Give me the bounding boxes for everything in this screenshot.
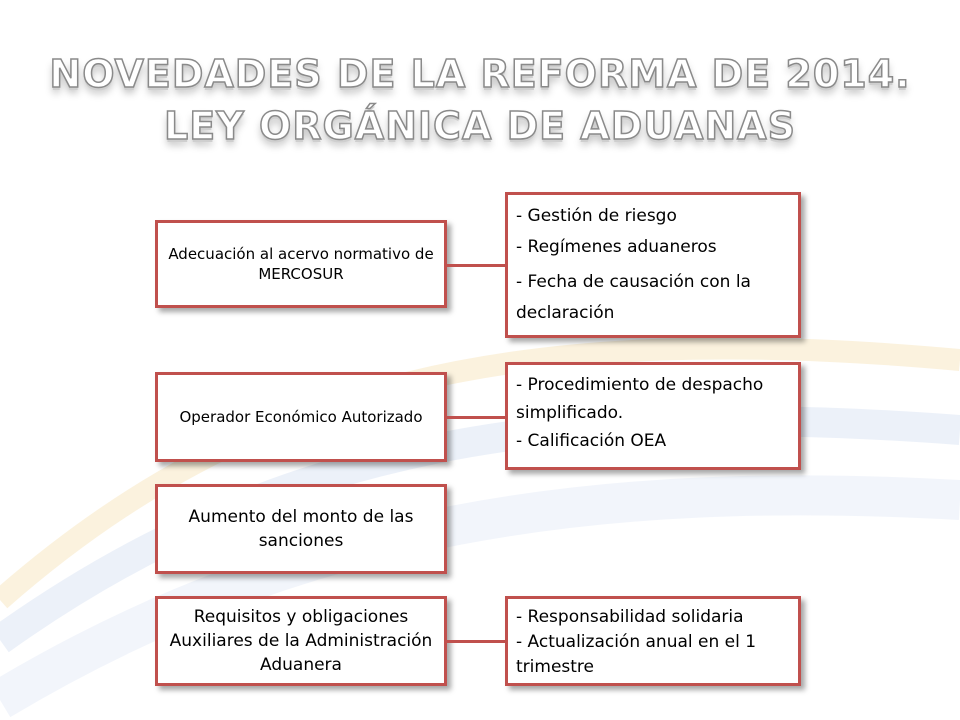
box-text-line: Requisitos y obligaciones xyxy=(193,607,409,627)
detail-item: - Procedimiento de despacho xyxy=(516,375,764,395)
box-text-line: Adecuación al acervo normativo de xyxy=(168,245,434,263)
detail-item: - Actualización anual en el 1 xyxy=(516,632,757,652)
detail-item: - Regímenes aduaneros xyxy=(516,237,717,257)
detail-item: - Calificación OEA xyxy=(516,431,667,451)
box-text-line: MERCOSUR xyxy=(258,265,344,283)
detail-item: trimestre xyxy=(516,657,594,677)
box-mercosur xyxy=(155,220,447,308)
slide-title-line-2: LEY ORGÁNICA DE ADUANAS xyxy=(164,104,796,148)
box-oea-details xyxy=(505,362,801,470)
connector-row-2 xyxy=(447,416,505,419)
detail-item: simplificado. xyxy=(516,403,624,423)
box-requisitos-details xyxy=(505,596,801,686)
detail-item: - Fecha de causación con la xyxy=(516,272,751,292)
slide-title-line-1: NOVEDADES DE LA REFORMA DE 2014. xyxy=(49,52,911,96)
box-text-line: Auxiliares de la Administración xyxy=(169,631,433,651)
connector-row-1 xyxy=(447,264,505,267)
box-oea xyxy=(155,372,447,462)
box-text-line: Aumento del monto de las xyxy=(188,507,414,527)
box-mercosur-details xyxy=(505,192,801,338)
detail-item: declaración xyxy=(516,303,615,323)
connector-row-4 xyxy=(447,640,505,643)
box-text-line: sanciones xyxy=(258,531,344,551)
detail-item: - Responsabilidad solidaria xyxy=(516,607,744,627)
box-text-line: Operador Económico Autorizado xyxy=(179,408,423,426)
box-sanciones xyxy=(155,484,447,574)
box-text-line: Aduanera xyxy=(260,655,342,675)
detail-item: - Gestión de riesgo xyxy=(516,206,677,226)
box-requisitos xyxy=(155,596,447,686)
